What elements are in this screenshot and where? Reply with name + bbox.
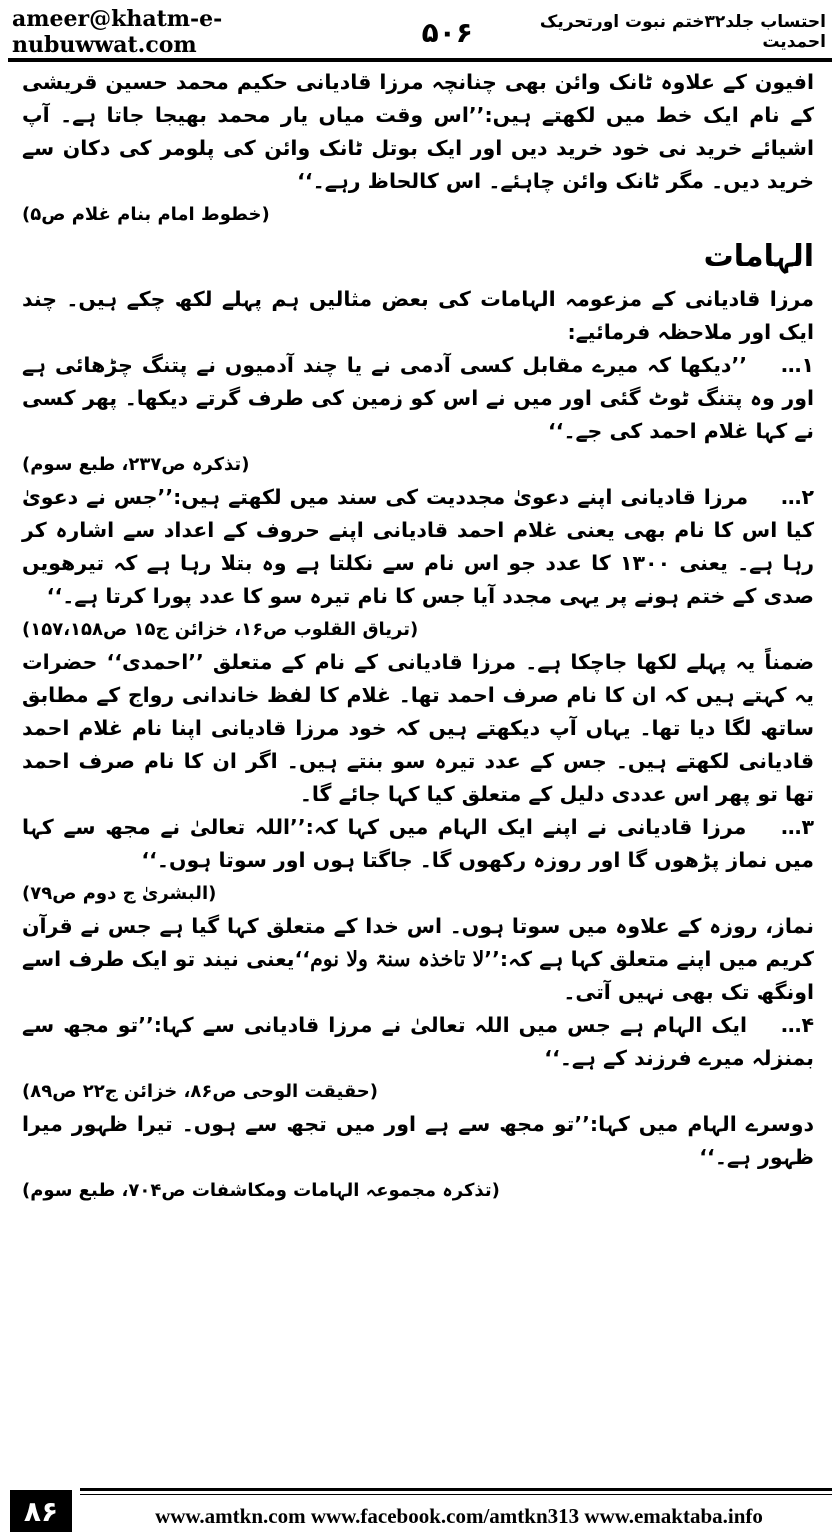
item-number: ۳… xyxy=(781,815,815,839)
footer-page-number: ۸۶ xyxy=(10,1490,72,1532)
section-heading: الہامات xyxy=(703,239,814,274)
footer-rule-thick xyxy=(80,1488,832,1491)
item-text: ایک الہام ہے جس میں اللہ تعالیٰ نے مرزا قادیانی سے کہا:’’تو مجھ سے بمنزلہ میرے فرزند کے ہے۔‘‘ xyxy=(22,1013,814,1070)
item-text: مرزا قادیانی نے اپنے ایک الہام میں کہا کہ:’’اللہ تعالیٰ نے مجھ سے کہا میں نماز پڑھوں گا اور روزہ رکھوں گا۔ جاگتا ہوں اور سوتا ہوں۔‘‘ xyxy=(22,815,814,872)
item-text: ’’دیکھا کہ میرے مقابل کسی آدمی نے یا چند آدمیوں نے پتنگ چڑھائی ہے اور وہ پتنگ ٹوٹ گئی اور میں نے اس کو زمین کی طرف گرتے دیکھا۔ پھر کسی نے کہا غلام احمد کی جے۔‘‘ xyxy=(22,353,814,443)
header-left xyxy=(12,6,473,58)
item-text: مرزا قادیانی اپنے دعویٰ مجددیت کی سند میں لکھتے ہیں:’’جس نے دعویٰ کیا اس کا نام بھی یعنی غلام احمد قادیانی اپنے حروف کے اعداد سے اشارہ کر رہا ہے۔ یعنی ۱۳۰۰ کا عدد جو اس نام سے نکلتا ہے وہ بتلا رہا ہے کہ تیرھویں صدی کے ختم ہونے پر یہی مجدد آیا جس کا نام تیرہ سو کا عدد پورا کرتا ہے۔‘‘ xyxy=(22,485,814,608)
paragraph-sleep xyxy=(22,910,814,1009)
page-number: ۵۰۶ xyxy=(421,15,473,49)
paragraph-intro: مرزا قادیانی کے مزعومہ الہامات کی بعض مثالیں ہم پہلے لکھ چکے ہیں۔ چند ایک اور ملاحظہ فرمائیے: xyxy=(22,287,814,344)
paragraph-text: نماز، روزہ کے علاوہ میں سوتا ہوں۔ اس خدا کے متعلق کہا گیا ہے جس نے قرآن کریم میں اپنے متعلق کہا ہے کہ:’’ xyxy=(22,914,814,971)
arabic-quote: لا تاخذہ سنۃ ولا نوم xyxy=(310,947,485,971)
citation: (خطوط امام بنام غلام ص۵) xyxy=(22,204,270,225)
footer-websites: www.amtkn.com www.facebook.com/amtkn313 www.emaktaba.info xyxy=(155,1504,763,1528)
page-header xyxy=(12,8,826,56)
citation: (تریاق القلوب ص۱۶، خزائن ج۱۵ ص۱۵۷،۱۵۸) xyxy=(22,619,419,640)
paragraph-text: دوسرے الہام میں کہا:’’تو مجھ سے ہے اور میں تجھ سے ہوں۔ تیرا ظہور میرا ظہور ہے۔‘‘ xyxy=(22,1112,814,1169)
paragraph-text: افیون کے علاوہ ٹانک وائن بھی چنانچہ مرزا قادیانی حکیم محمد حسین قریشی کے نام ایک خط میں لکھتے ہیں:’’اس وقت میاں یار محمد بھیجا جاتا ہے۔ آپ اشیائے خرید نی خود خرید دیں اور ایک بوتل ٹانک وائن کی پلومر کی دکان سے خرید دیں۔ مگر ٹانک وائن چاہئے۔ اس کالحاظ رہے۔‘‘ xyxy=(22,70,814,193)
list-item-4 xyxy=(22,1009,814,1108)
list-item-3 xyxy=(22,811,814,910)
paragraph-name-note: ضمناً یہ پہلے لکھا جاچکا ہے۔ مرزا قادیانی کے نام کے متعلق ’’احمدی‘‘ حضرات یہ کہتے ہیں کہ ان کا نام صرف احمد تھا۔ غلام کا لفظ خاندانی رواج کے مطابق ساتھ لگا دیا تھا۔ یہاں آپ دیکھتے ہیں کہ خود مرزا قادیانی اپنا نام غلام احمد قادیانی لکھتے ہیں۔ جس کے عدد تیرہ سو بنتے ہیں۔ اگر ان کا نام صرف احمد تھا تو پھر اس عددی دلیل کے متعلق کیا کہا جائے گا۔ xyxy=(22,650,814,806)
header-email: ameer@khatm-e-nubuwwat.com xyxy=(12,6,223,58)
citation: (تذکرہ مجموعہ الہامات ومکاشفات ص۷۰۴، طبع سوم) xyxy=(22,1180,500,1201)
running-title: احتساب جلد۳۲ختم نبوت اورتحریک احمدیت xyxy=(539,12,826,52)
citation: (البشریٰ ج دوم ص۷۹) xyxy=(22,883,217,904)
item-number: ۱… xyxy=(780,353,814,377)
item-number: ۲… xyxy=(780,485,814,509)
header-rule xyxy=(8,58,832,62)
page-body xyxy=(22,66,814,1207)
list-item-2 xyxy=(22,481,814,646)
paragraph-second-revelation xyxy=(22,1108,814,1207)
list-item-1 xyxy=(22,349,814,481)
citation: (حقیقت الوحی ص۸۶، خزائن ج۲۲ ص۸۹) xyxy=(22,1081,378,1102)
footer-rule-thin xyxy=(80,1494,832,1495)
citation: (تذکرہ ص۲۳۷، طبع سوم) xyxy=(22,454,250,475)
paragraph-tonic-wine xyxy=(22,66,814,231)
paragraph-text-end: ‘‘یعنی نیند تو ایک طرف اسے اونگھ تک بھی نہیں آتی۔ xyxy=(22,947,814,1004)
item-number: ۴… xyxy=(780,1013,814,1037)
